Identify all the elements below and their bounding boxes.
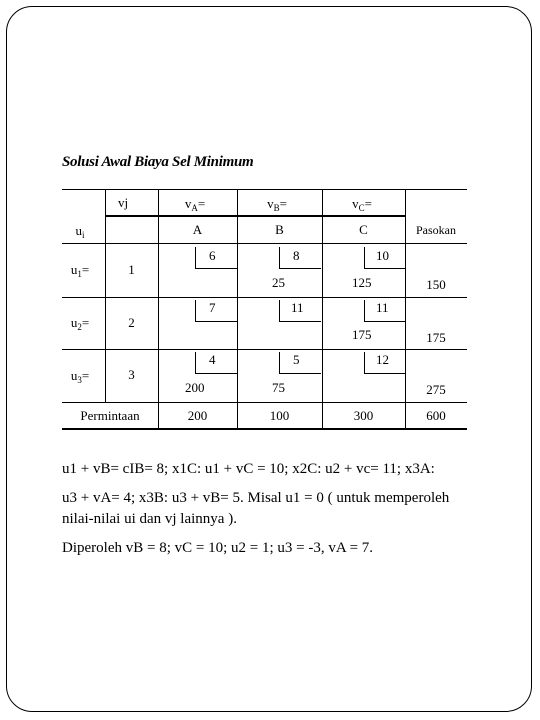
row2-value: 2 (128, 315, 135, 330)
header-supply: Pasokan (416, 223, 456, 237)
header-vC (337, 196, 387, 213)
demand-c: 300 (353, 408, 374, 423)
row-divider-2 (62, 349, 467, 350)
row3-a-cost-box (195, 352, 237, 374)
table-bottom-line (62, 428, 467, 430)
row2-u (62, 315, 98, 332)
row3-u-eq: = (81, 368, 90, 383)
row3-b-cost: 5 (293, 352, 300, 367)
header-vj: vj (117, 195, 129, 210)
row1-u-eq: = (81, 262, 90, 277)
slide-frame (6, 6, 532, 712)
row1-u (62, 262, 98, 279)
header-vB-eq: = (279, 196, 287, 211)
row2-c-cost: 11 (376, 300, 389, 315)
row3-c-cost: 12 (376, 352, 389, 367)
header-vA-v: v (184, 196, 192, 211)
table-top-line (62, 189, 467, 190)
section-title: Solusi Awal Biaya Sel Minimum (62, 154, 254, 170)
row1-u-sub: 1 (77, 269, 82, 279)
header-col-b: B (275, 222, 284, 237)
demand-a: 200 (187, 408, 208, 423)
row3-b-cost-box (279, 352, 321, 374)
header-vC-v: v (352, 196, 359, 211)
header-vA (170, 196, 220, 213)
header-ui-sub: i (81, 230, 85, 240)
row1-c-cost: 10 (376, 248, 389, 263)
result-line: Diperoleh vB = 8; vC = 10; u2 = 1; u3 = -3, vA = 7. (62, 540, 374, 556)
row2-b-cost: 11 (291, 300, 304, 315)
row1-c-alloc: 125 (352, 275, 372, 290)
row1-b-cost-box (279, 247, 321, 269)
header-vB (252, 196, 302, 213)
explanation-line-1: u1 + vB= cIB= 8; x1C: u1 + vC = 10; x2C: u2 + vc= 11; x3A: (62, 461, 435, 477)
demand-total: 600 (426, 408, 446, 423)
row3-b-alloc: 75 (272, 380, 285, 395)
header-divider-1 (105, 215, 405, 217)
explanation-line-3: nilai-nilai ui dan vj lainnya ). (62, 511, 237, 527)
row1-a-cost-box (195, 247, 237, 269)
explanation-line-2: u3 + vA= 4; x3B: u3 + vB= 5. Misal u1 = 0 ( untuk memperoleh (62, 490, 450, 506)
row3-value: 3 (128, 367, 135, 382)
demand-b: 100 (269, 408, 290, 423)
row1-b-alloc: 25 (272, 275, 285, 290)
row2-u-eq: = (81, 315, 90, 330)
row3-u-sub: 3 (77, 375, 82, 385)
row-divider-3 (62, 402, 467, 403)
header-vA-eq: = (197, 196, 206, 211)
row3-a-cost: 4 (209, 352, 216, 367)
row1-u-letter: u (70, 262, 78, 277)
header-vC-sub: C (358, 203, 365, 213)
row2-a-cost: 7 (209, 300, 216, 315)
header-vA-sub: A (191, 203, 198, 213)
row3-supply: 275 (426, 382, 446, 397)
row3-u-letter: u (70, 368, 78, 383)
row-divider-1 (62, 297, 467, 298)
demand-label: Permintaan (80, 408, 140, 423)
row2-u-sub: 2 (77, 322, 82, 332)
row3-u (62, 368, 98, 385)
header-vB-sub: B (273, 203, 280, 213)
header-ui (62, 223, 98, 240)
header-col-a: A (192, 222, 203, 237)
header-vB-v: v (267, 196, 274, 211)
header-col-c: C (359, 222, 368, 237)
row1-a-cost: 6 (209, 248, 216, 263)
row1-supply: 150 (426, 277, 446, 292)
row3-a-alloc: 200 (185, 380, 205, 395)
row1-b-cost: 8 (293, 248, 300, 263)
row1-value: 1 (128, 262, 135, 277)
header-vC-eq: = (364, 196, 372, 211)
row2-a-cost-box (195, 300, 237, 322)
row2-supply: 175 (426, 330, 446, 345)
header-ui-u: u (75, 223, 82, 238)
header-divider-2 (62, 243, 467, 244)
row2-c-alloc: 175 (352, 327, 372, 342)
row2-u-letter: u (70, 315, 78, 330)
